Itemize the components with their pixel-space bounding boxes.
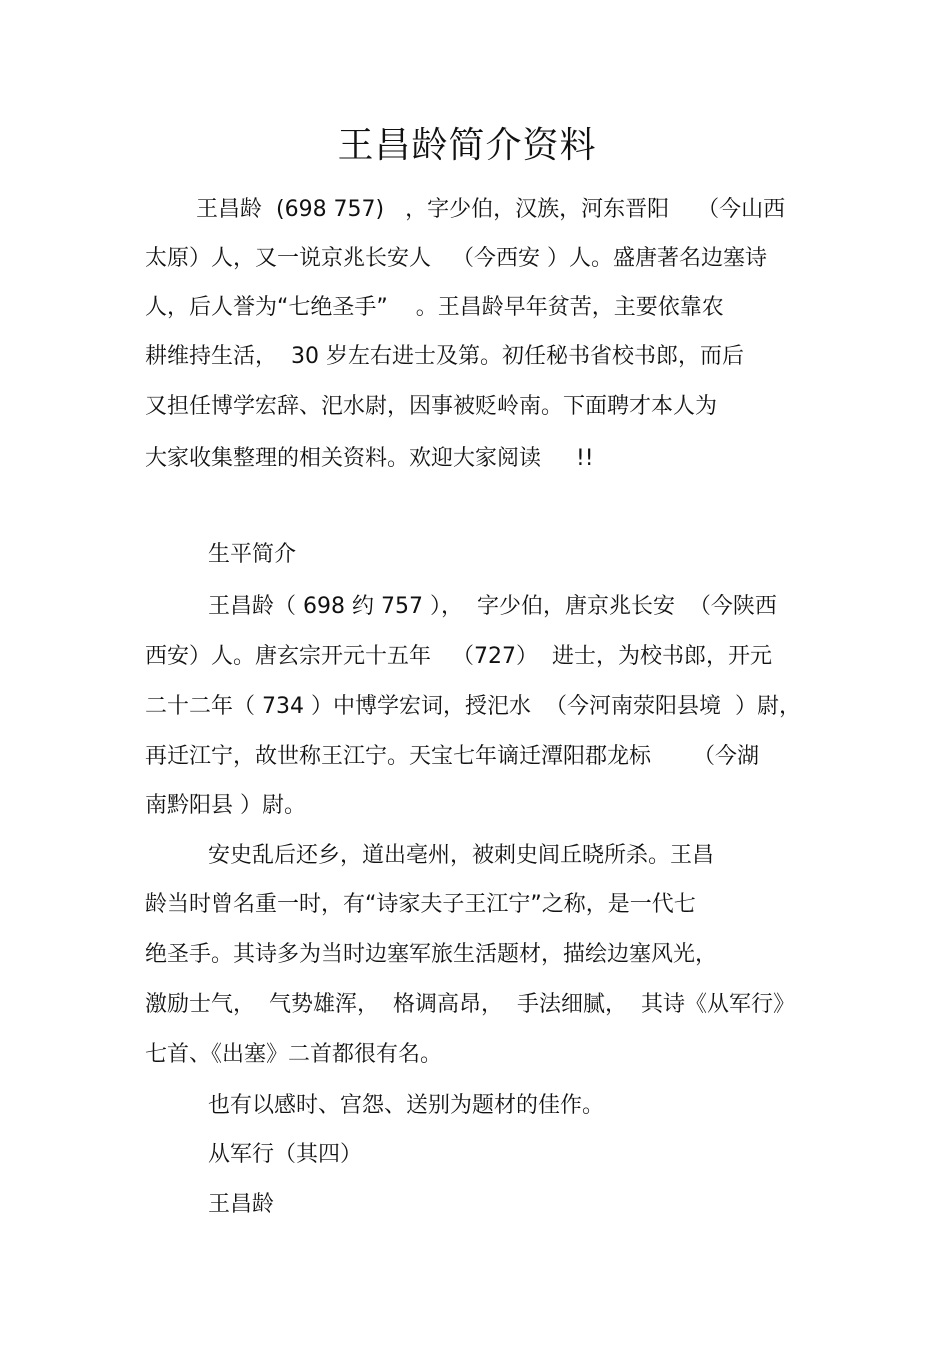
poem-title: 从军行（其四）	[208, 1142, 363, 1167]
later-line-4: 激励士气， 气势雄浑， 格调高昂， 手法细腻， 其诗《从军行》	[145, 992, 795, 1017]
later-line-3: 绝圣手。其诗多为当时边塞军旅生活题材，描绘边塞风光，	[145, 942, 718, 967]
bio-line-2: 西安）人。唐玄宗开元十五年 （727） 进士，为校书郎，开元	[145, 644, 772, 669]
also-line: 也有以感时、宫怨、送别为题材的佳作。	[208, 1093, 605, 1118]
later-line-5: 七首、《出塞》二首都很有名。	[145, 1042, 443, 1067]
intro-line-2: 太原）人，又一说京兆长安人 （今西安 ）人。盛唐著名边塞诗	[145, 246, 767, 271]
later-line-2: 龄当时曾名重一时，有“诗家夫子王江宁”之称，是一代七	[145, 892, 696, 917]
bio-line-4: 再迁江宁，故世称王江宁。天宝七年谪迁潭阳郡龙标 （今湖	[145, 744, 759, 769]
section-heading: 生平简介	[208, 542, 297, 567]
intro-line-5: 又担任博学宏辞、汜水尉，因事被贬岭南。下面聘才本人为	[145, 394, 718, 419]
intro-line-6: 大家收集整理的相关资料。欢迎大家阅读 !!	[145, 446, 594, 471]
poem-author: 王昌龄	[208, 1192, 275, 1217]
intro-line-1: 王昌龄 (698 757) ，字少伯，汉族，河东晋阳 （今山西	[196, 197, 786, 222]
bio-line-3: 二十二年（ 734 ）中博学宏词，授汜水 （今河南荥阳县境 ）尉，	[145, 694, 801, 719]
bio-line-1: 王昌龄（ 698 约 757 ）， 字少伯，唐京兆长安 （今陕西	[208, 594, 777, 619]
intro-line-3: 人，后人誉为“七绝圣手” 。王昌龄早年贫苦，主要依靠农	[145, 295, 724, 320]
later-line-1: 安史乱后还乡，道出亳州，被刺史闾丘晓所杀。王昌	[208, 843, 715, 868]
bio-line-5: 南黔阳县 ）尉。	[145, 793, 306, 818]
document-title: 王昌龄简介资料	[337, 125, 597, 166]
intro-line-4: 耕维持生活， 30 岁左右进士及第。初任秘书省校书郎，而后	[145, 344, 744, 369]
